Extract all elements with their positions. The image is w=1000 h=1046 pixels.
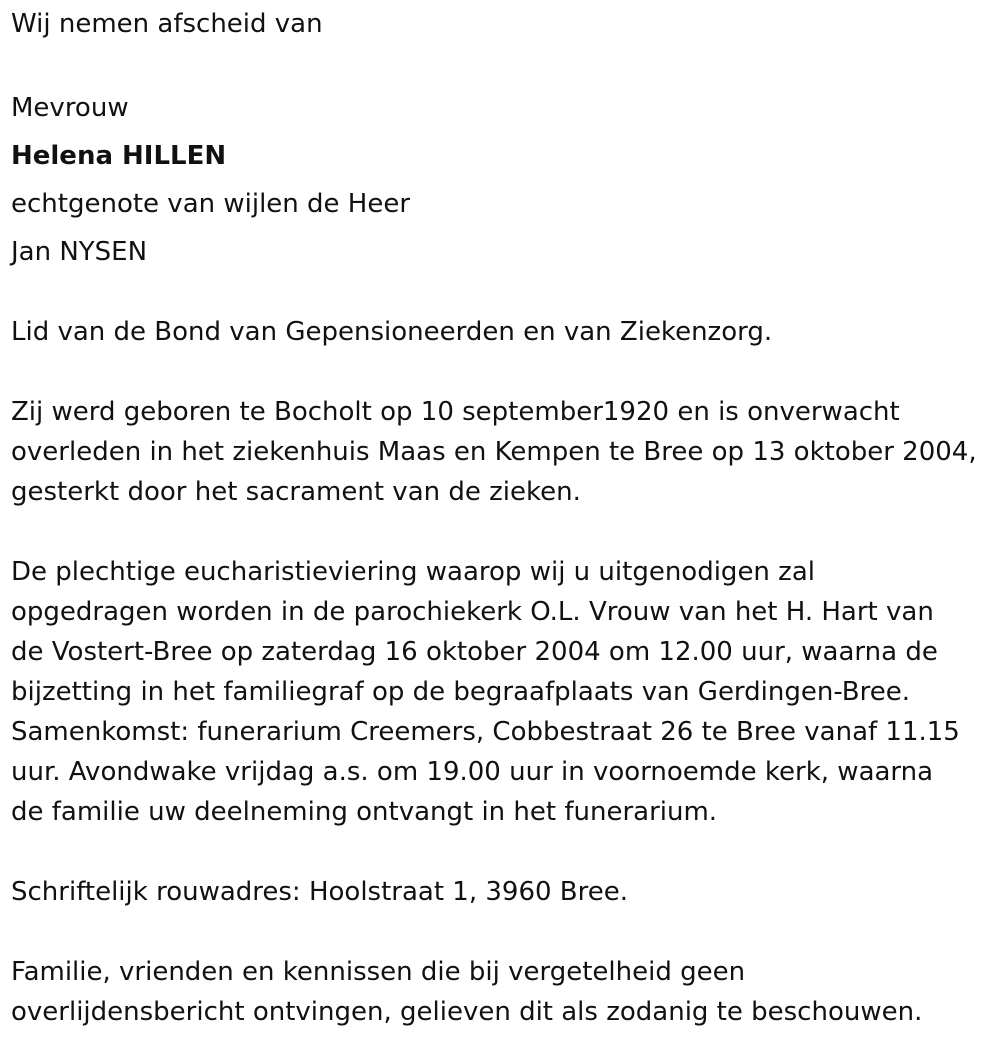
paragraph-line: gesterkt door het sacrament van de zieken. bbox=[11, 477, 581, 507]
spacer bbox=[11, 276, 991, 312]
intro-line: Wij nemen afscheid van bbox=[11, 9, 323, 39]
spacer bbox=[11, 352, 991, 392]
salutation: Mevrouw bbox=[11, 93, 129, 123]
spouse-name: Jan NYSEN bbox=[11, 237, 148, 267]
spacer bbox=[11, 44, 991, 84]
paragraph-line: Familie, vrienden en kennissen die bij vergetelheid geen bbox=[11, 957, 746, 987]
deceased-name: Helena HILLEN bbox=[11, 141, 227, 171]
paragraph-line: Samenkomst: funerarium Creemers, Cobbestraat 26 te Bree vanaf 11.15 bbox=[11, 717, 960, 747]
closing-paragraph bbox=[11, 952, 991, 1032]
paragraph-line: de familie uw deelneming ontvangt in het funerarium. bbox=[11, 797, 718, 827]
paragraph-line: overlijdensbericht ontvingen, gelieven dit als zodanig te beschouwen. bbox=[11, 997, 923, 1027]
spacer bbox=[11, 512, 991, 552]
spacer bbox=[11, 912, 991, 952]
spacer bbox=[11, 832, 991, 872]
paragraph-line: overleden in het ziekenhuis Maas en Kempen te Bree op 13 oktober 2004, bbox=[11, 437, 977, 467]
obituary-document bbox=[11, 4, 991, 1032]
paragraph-line: De plechtige eucharistieviering waarop wij u uitgenodigen zal bbox=[11, 557, 815, 587]
spouse-relation: echtgenote van wijlen de Heer bbox=[11, 189, 411, 219]
paragraph-line: opgedragen worden in de parochiekerk O.L. Vrouw van het H. Hart van bbox=[11, 597, 934, 627]
mourning-address: Schriftelijk rouwadres: Hoolstraat 1, 3960 Bree. bbox=[11, 877, 629, 907]
paragraph-line: Zij werd geboren te Bocholt op 10 september1920 en is onverwacht bbox=[11, 397, 900, 427]
ceremony-paragraph bbox=[11, 552, 991, 832]
paragraph-line: uur. Avondwake vrijdag a.s. om 19.00 uur in voornoemde kerk, waarna bbox=[11, 757, 934, 787]
paragraph-line: de Vostert-Bree op zaterdag 16 oktober 2004 om 12.00 uur, waarna de bbox=[11, 637, 938, 667]
membership-line: Lid van de Bond van Gepensioneerden en van Ziekenzorg. bbox=[11, 317, 773, 347]
birth-death-paragraph bbox=[11, 392, 991, 512]
paragraph-line: bijzetting in het familiegraf op de begraafplaats van Gerdingen-Bree. bbox=[11, 677, 911, 707]
